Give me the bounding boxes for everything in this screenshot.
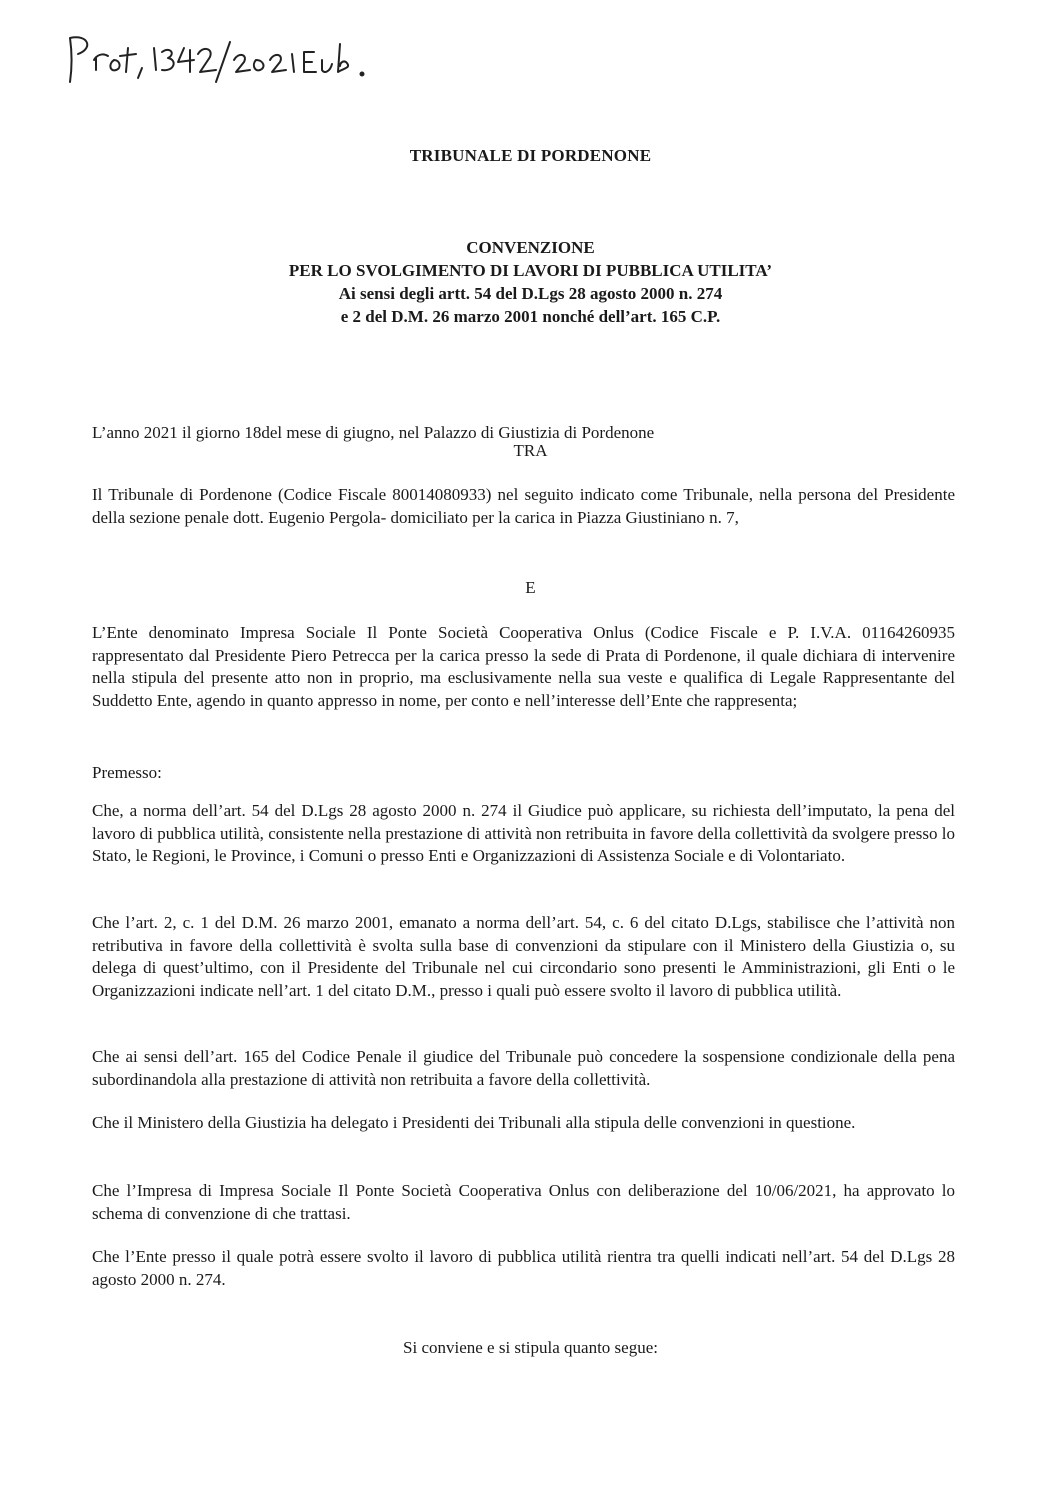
- court-title: TRIBUNALE DI PORDENONE: [409, 146, 652, 165]
- intro-paragraph: L’anno 2021 il giorno 18del mese di giugno, nel Palazzo di Giustizia di Pordenone: [92, 423, 655, 442]
- handwritten-protocol-note: [58, 30, 378, 90]
- e-label: E: [525, 578, 536, 597]
- premise-paragraph: Che l’Impresa di Impresa Sociale Il Ponte Società Cooperativa Onlus con deliberazione del 10/06/2021, ha approvato lo schema di convenzione di che trattasi.: [92, 1181, 955, 1223]
- heading-line-3: Ai sensi degli artt. 54 del D.Lgs 28 agosto 2000 n. 274: [338, 284, 723, 303]
- premise-paragraph: Che l’art. 2, c. 1 del D.M. 26 marzo 2001, emanato a norma dell’art. 54, c. 6 del citato D.Lgs, stabilisce che l’attività non retributiva in favore della collettività è svolta sulla base di convenzioni da stipulare con il Ministero della Giustizia o, su delega di quest’ultimo, con il Presidente del Tribunale nel cui circondario sono presenti le Amministrazioni, gli Enti o le Organizzazioni indicate nell’art. 1 del citato D.M., presso i quali può essere svolto il lavoro di pubblica utilità.: [92, 913, 955, 1000]
- premise-paragraph: Che ai sensi dell’art. 165 del Codice Penale il giudice del Tribunale può concedere la sospensione condizionale della pena subordinandola alla prestazione di attività non retribuita a favore della collettività.: [92, 1047, 955, 1089]
- heading-line-1: CONVENZIONE: [466, 238, 595, 257]
- document-heading: [0, 236, 1061, 328]
- party-2-paragraph: L’Ente denominato Impresa Sociale Il Ponte Società Cooperativa Onlus (Codice Fiscale e P. I.V.A. 01164260935 rappresentato dal Presidente Piero Petrecca per la carica presso la sede di Prata di Pordenone, il quale dichiara di intervenire nella stipula del presente atto non in proprio, ma esclusivamente nella sua veste e qualifica di Legale Rappresentante del Suddetto Ente, agendo in quanto appresso in nome, per conto e nell’interesse dell’Ente che rappresenta;: [92, 623, 955, 710]
- heading-line-2: PER LO SVOLGIMENTO DI LAVORI DI PUBBLICA UTILITA’: [288, 261, 773, 280]
- premise-paragraph: Che, a norma dell’art. 54 del D.Lgs 28 agosto 2000 n. 274 il Giudice può applicare, su richiesta dell’imputato, la pena del lavoro di pubblica utilità, consistente nella prestazione di attività non retribuita in favore della collettività da svolgere presso lo Stato, le Regioni, le Province, i Comuni o presso Enti e Organizzazioni di Assistenza Sociale e di Volontariato.: [92, 801, 955, 866]
- premise-paragraph: Che l’Ente presso il quale potrà essere svolto il lavoro di pubblica utilità rientra tra quelli indicati nell’art. 54 del D.Lgs 28 agosto 2000 n. 274.: [92, 1247, 955, 1289]
- premise-paragraph: Che il Ministero della Giustizia ha delegato i Presidenti dei Tribunali alla stipula delle convenzioni in questione.: [92, 1113, 856, 1132]
- heading-line-4: e 2 del D.M. 26 marzo 2001 nonché dell’art. 165 C.P.: [340, 307, 721, 326]
- closing-line: Si conviene e si stipula quanto segue:: [403, 1338, 658, 1357]
- tra-label: TRA: [513, 441, 548, 460]
- premesso-label: Premesso:: [92, 763, 162, 782]
- party-1-paragraph: Il Tribunale di Pordenone (Codice Fiscale 80014080933) nel seguito indicato come Tribunale, nella persona del Presidente della sezione penale dott. Eugenio Pergola- domiciliato per la carica in Piazza Giustiniano n. 7,: [92, 485, 955, 527]
